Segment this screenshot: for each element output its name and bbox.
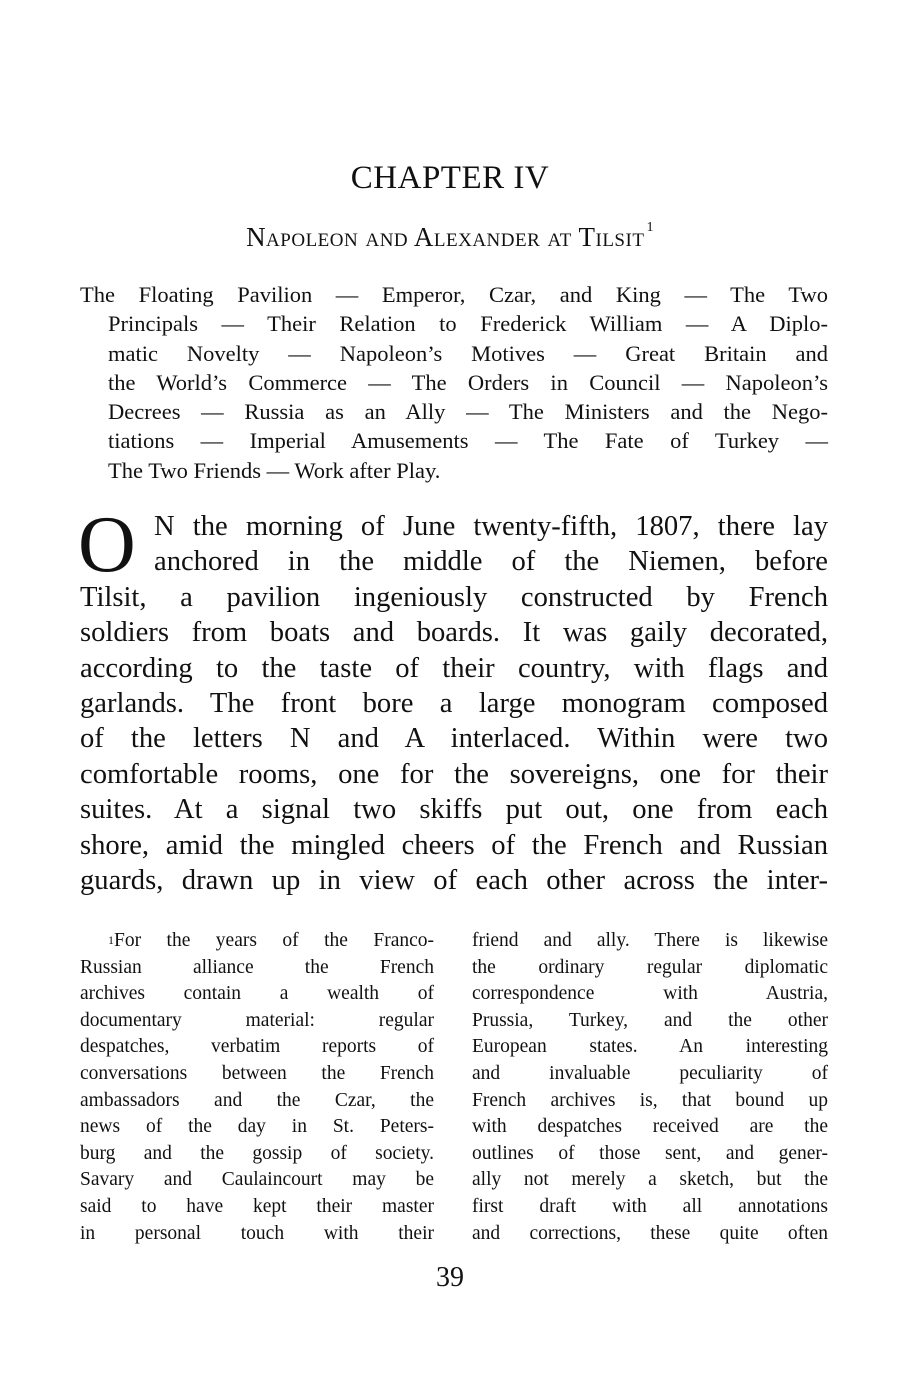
footnote-line: and corrections, these quite often [472,1222,828,1244]
synopsis-line: Principals — Their Relation to Frederick William — A Diplo- [108,311,828,337]
paragraph-line: anchored in the middle of the Niemen, before [154,546,828,578]
chapter-synopsis [80,280,828,485]
synopsis-line: matic Novelty — Napoleon’s Motives — Great Britain and [108,340,828,366]
footnote-line: with despatches received are the [472,1116,828,1138]
footnote-line: friend and ally. There is likewise [472,930,828,951]
paragraph-line: N the morning of June twenty-fifth, 1807, there lay [154,511,828,542]
paragraph-line: guards, drawn up in view of each other across the inter- [80,865,828,897]
footnote-line: first draft with all annotations [472,1195,828,1217]
synopsis-line: The Two Friends — Work after Play. [108,457,441,483]
footnote-line: Prussia, Turkey, and the other [472,1009,828,1031]
footnote-line [108,928,434,955]
synopsis-line: The Floating Pavilion — Emperor, Czar, and King — The Two [80,282,828,307]
footnote-line: said to have kept their master [80,1195,434,1217]
footnote-line: conversations between the French [80,1062,434,1084]
paragraph-line: according to the taste of their country, with flags and [80,652,828,684]
paragraph-line: comfortable rooms, one for the sovereigns, one for their [80,758,828,790]
footnote-line: Russian alliance the French [80,956,434,978]
paragraph-line: of the letters N and A interlaced. Within were two [80,723,828,755]
synopsis-line: Decrees — Russia as an Ally — The Ministers and the Nego- [108,399,828,425]
footnote-mark: 1 [108,933,114,947]
paragraph-line: shore, amid the mingled cheers of the French and Russian [80,829,828,861]
footnote-reference: 1 [646,220,654,235]
footnote-line: news of the day in St. Peters- [80,1116,434,1138]
page-number: 39 [436,1262,464,1293]
chapter-title [0,222,900,253]
paragraph-line: garlands. The front bore a large monogram composed [80,688,828,720]
body-paragraph [78,501,828,898]
footnote-line: European states. An interesting [472,1036,828,1058]
footnote-column-left [80,928,434,1247]
footnote-line: burg and the gossip of society. [80,1142,434,1164]
footnote-line: and invaluable peculiarity of [472,1062,828,1084]
footnote-line: in personal touch with their [80,1222,434,1244]
paragraph-line: Tilsit, a pavilion ingeniously constructed by French [80,581,828,613]
footnote-line: outlines of those sent, and gener- [472,1142,828,1164]
footnote-line: Savary and Caulaincourt may be [80,1169,434,1191]
footnote-line: ally not merely a sketch, but the [472,1169,828,1191]
synopsis-line: the World’s Commerce — The Orders in Council — Napoleon’s [108,369,828,395]
chapter-title-text: Napoleon and Alexander at Tilsit [246,222,645,252]
chapter-heading: CHAPTER IV [350,160,550,196]
footnote-line-text: For the years of the Franco- [114,930,434,951]
footnote-line: correspondence with Austria, [472,983,828,1005]
footnote-line: documentary material: regular [80,1009,434,1031]
footnote-line: despatches, verbatim reports of [80,1036,434,1058]
paragraph-line: soldiers from boats and boards. It was gaily decorated, [80,617,828,649]
drop-cap: O [78,501,136,589]
footnote-line: archives contain a wealth of [80,983,434,1005]
synopsis-line: tiations — Imperial Amusements — The Fate of Turkey — [108,428,828,454]
footnote-line: ambassadors and the Czar, the [80,1089,434,1111]
footnote-line: the ordinary regular diplomatic [472,956,828,978]
footnote-line: French archives is, that bound up [472,1089,828,1111]
paragraph-line: suites. At a signal two skiffs put out, one from each [80,794,828,826]
footnote-column-right [472,928,828,1247]
